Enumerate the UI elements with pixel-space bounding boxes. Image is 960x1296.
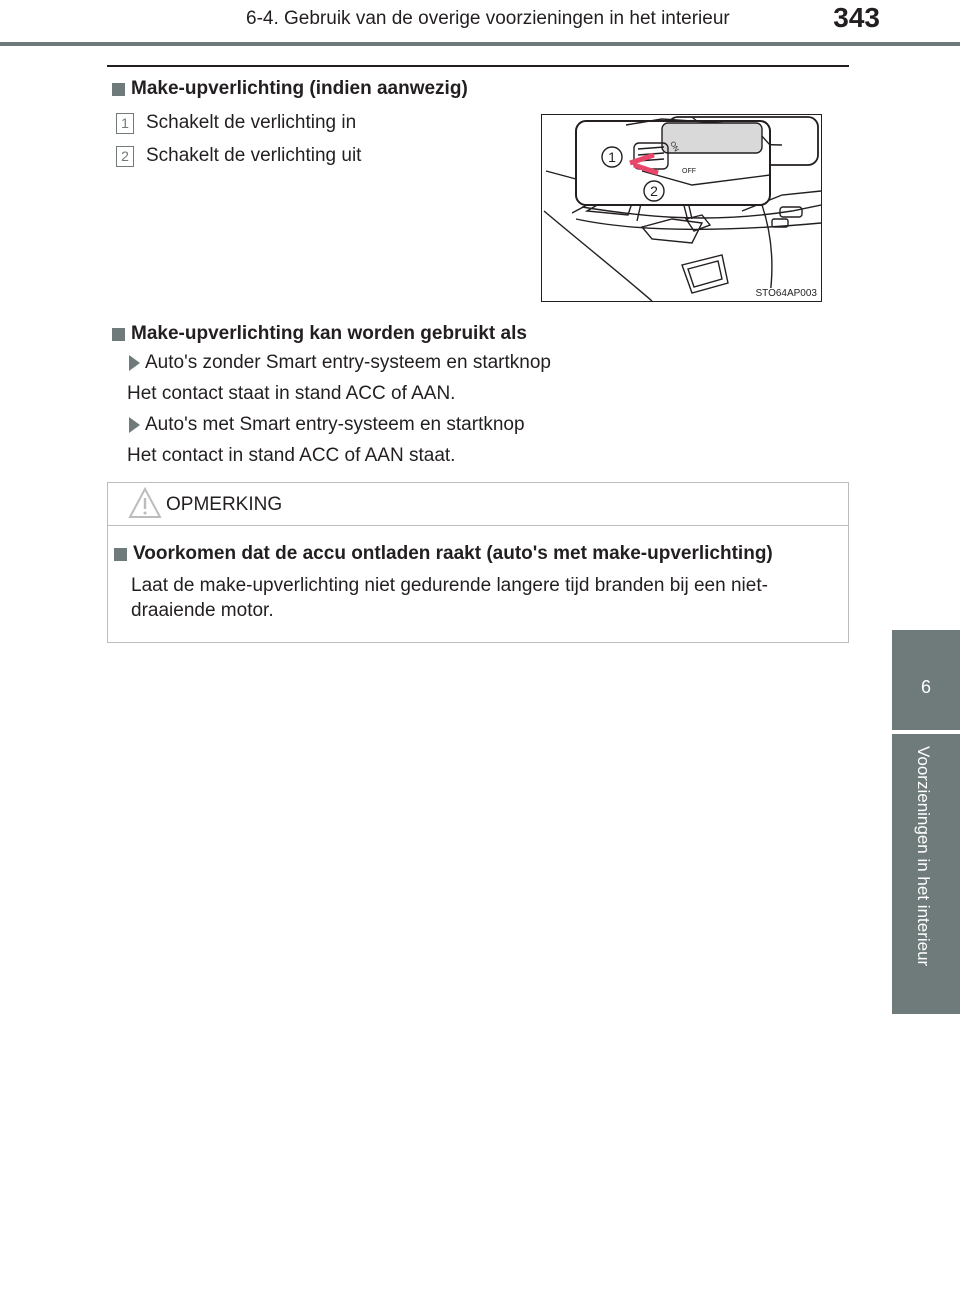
switch-on-label: ON <box>668 140 680 154</box>
chapter-tab <box>892 630 960 730</box>
vanity-light-drawing <box>542 115 821 301</box>
header-rule <box>0 42 960 46</box>
triangle-bullet-icon <box>129 417 140 433</box>
case-label <box>129 414 525 436</box>
notice-title: OPMERKING <box>166 494 283 515</box>
section-heading-vanity-light <box>112 78 468 100</box>
switch-off-label: OFF <box>682 168 696 175</box>
square-bullet-icon <box>112 83 125 96</box>
square-bullet-icon <box>112 328 125 341</box>
notice-box <box>107 482 849 643</box>
chapter-label-tab <box>892 734 960 1014</box>
case-label-text: Auto's met Smart entry-systeem en startknop <box>145 414 525 435</box>
section-title: 6-4. Gebruik van de overige voorzieningen in het interieur <box>246 8 730 29</box>
notice-heading <box>114 543 773 565</box>
item-text: Schakelt de verlichting uit <box>146 145 362 166</box>
warning-triangle-icon <box>128 487 162 519</box>
heading-text: Make-upverlichting kan worden gebruikt als <box>131 323 527 344</box>
chapter-number: 6 <box>920 677 931 697</box>
callout-2-label: 2 <box>650 183 658 199</box>
chapter-label: Voorzieningen in het interieur <box>914 746 933 967</box>
case-text: Het contact staat in stand ACC of AAN. <box>127 383 456 404</box>
section-heading-usage-conditions <box>112 323 527 345</box>
item-number: 1 <box>116 113 134 134</box>
notice-text: Laat de make-upverlichting niet gedurende langere tijd branden bij een niet-draaiende motor. <box>131 575 768 621</box>
case-label-text: Auto's zonder Smart entry-systeem en startknop <box>145 352 551 373</box>
case-text: Het contact in stand ACC of AAN staat. <box>127 445 456 466</box>
figure-code: STO64AP003 <box>755 288 817 299</box>
callout-1-label: 1 <box>608 149 616 165</box>
heading-text: Make-upverlichting (indien aanwezig) <box>131 78 468 99</box>
square-bullet-icon <box>114 548 127 561</box>
notice-header <box>108 483 848 526</box>
notice-heading-text: Voorkomen dat de accu ontladen raakt (auto's met make-upverlichting) <box>133 543 773 564</box>
case-label <box>129 352 551 374</box>
list-item <box>116 145 361 167</box>
page-number: 343 <box>833 2 880 33</box>
vanity-light-illustration <box>541 114 822 302</box>
item-text: Schakelt de verlichting in <box>146 112 357 133</box>
triangle-bullet-icon <box>129 355 140 371</box>
content-rule <box>107 65 849 67</box>
list-item <box>116 112 356 134</box>
item-number: 2 <box>116 146 134 167</box>
